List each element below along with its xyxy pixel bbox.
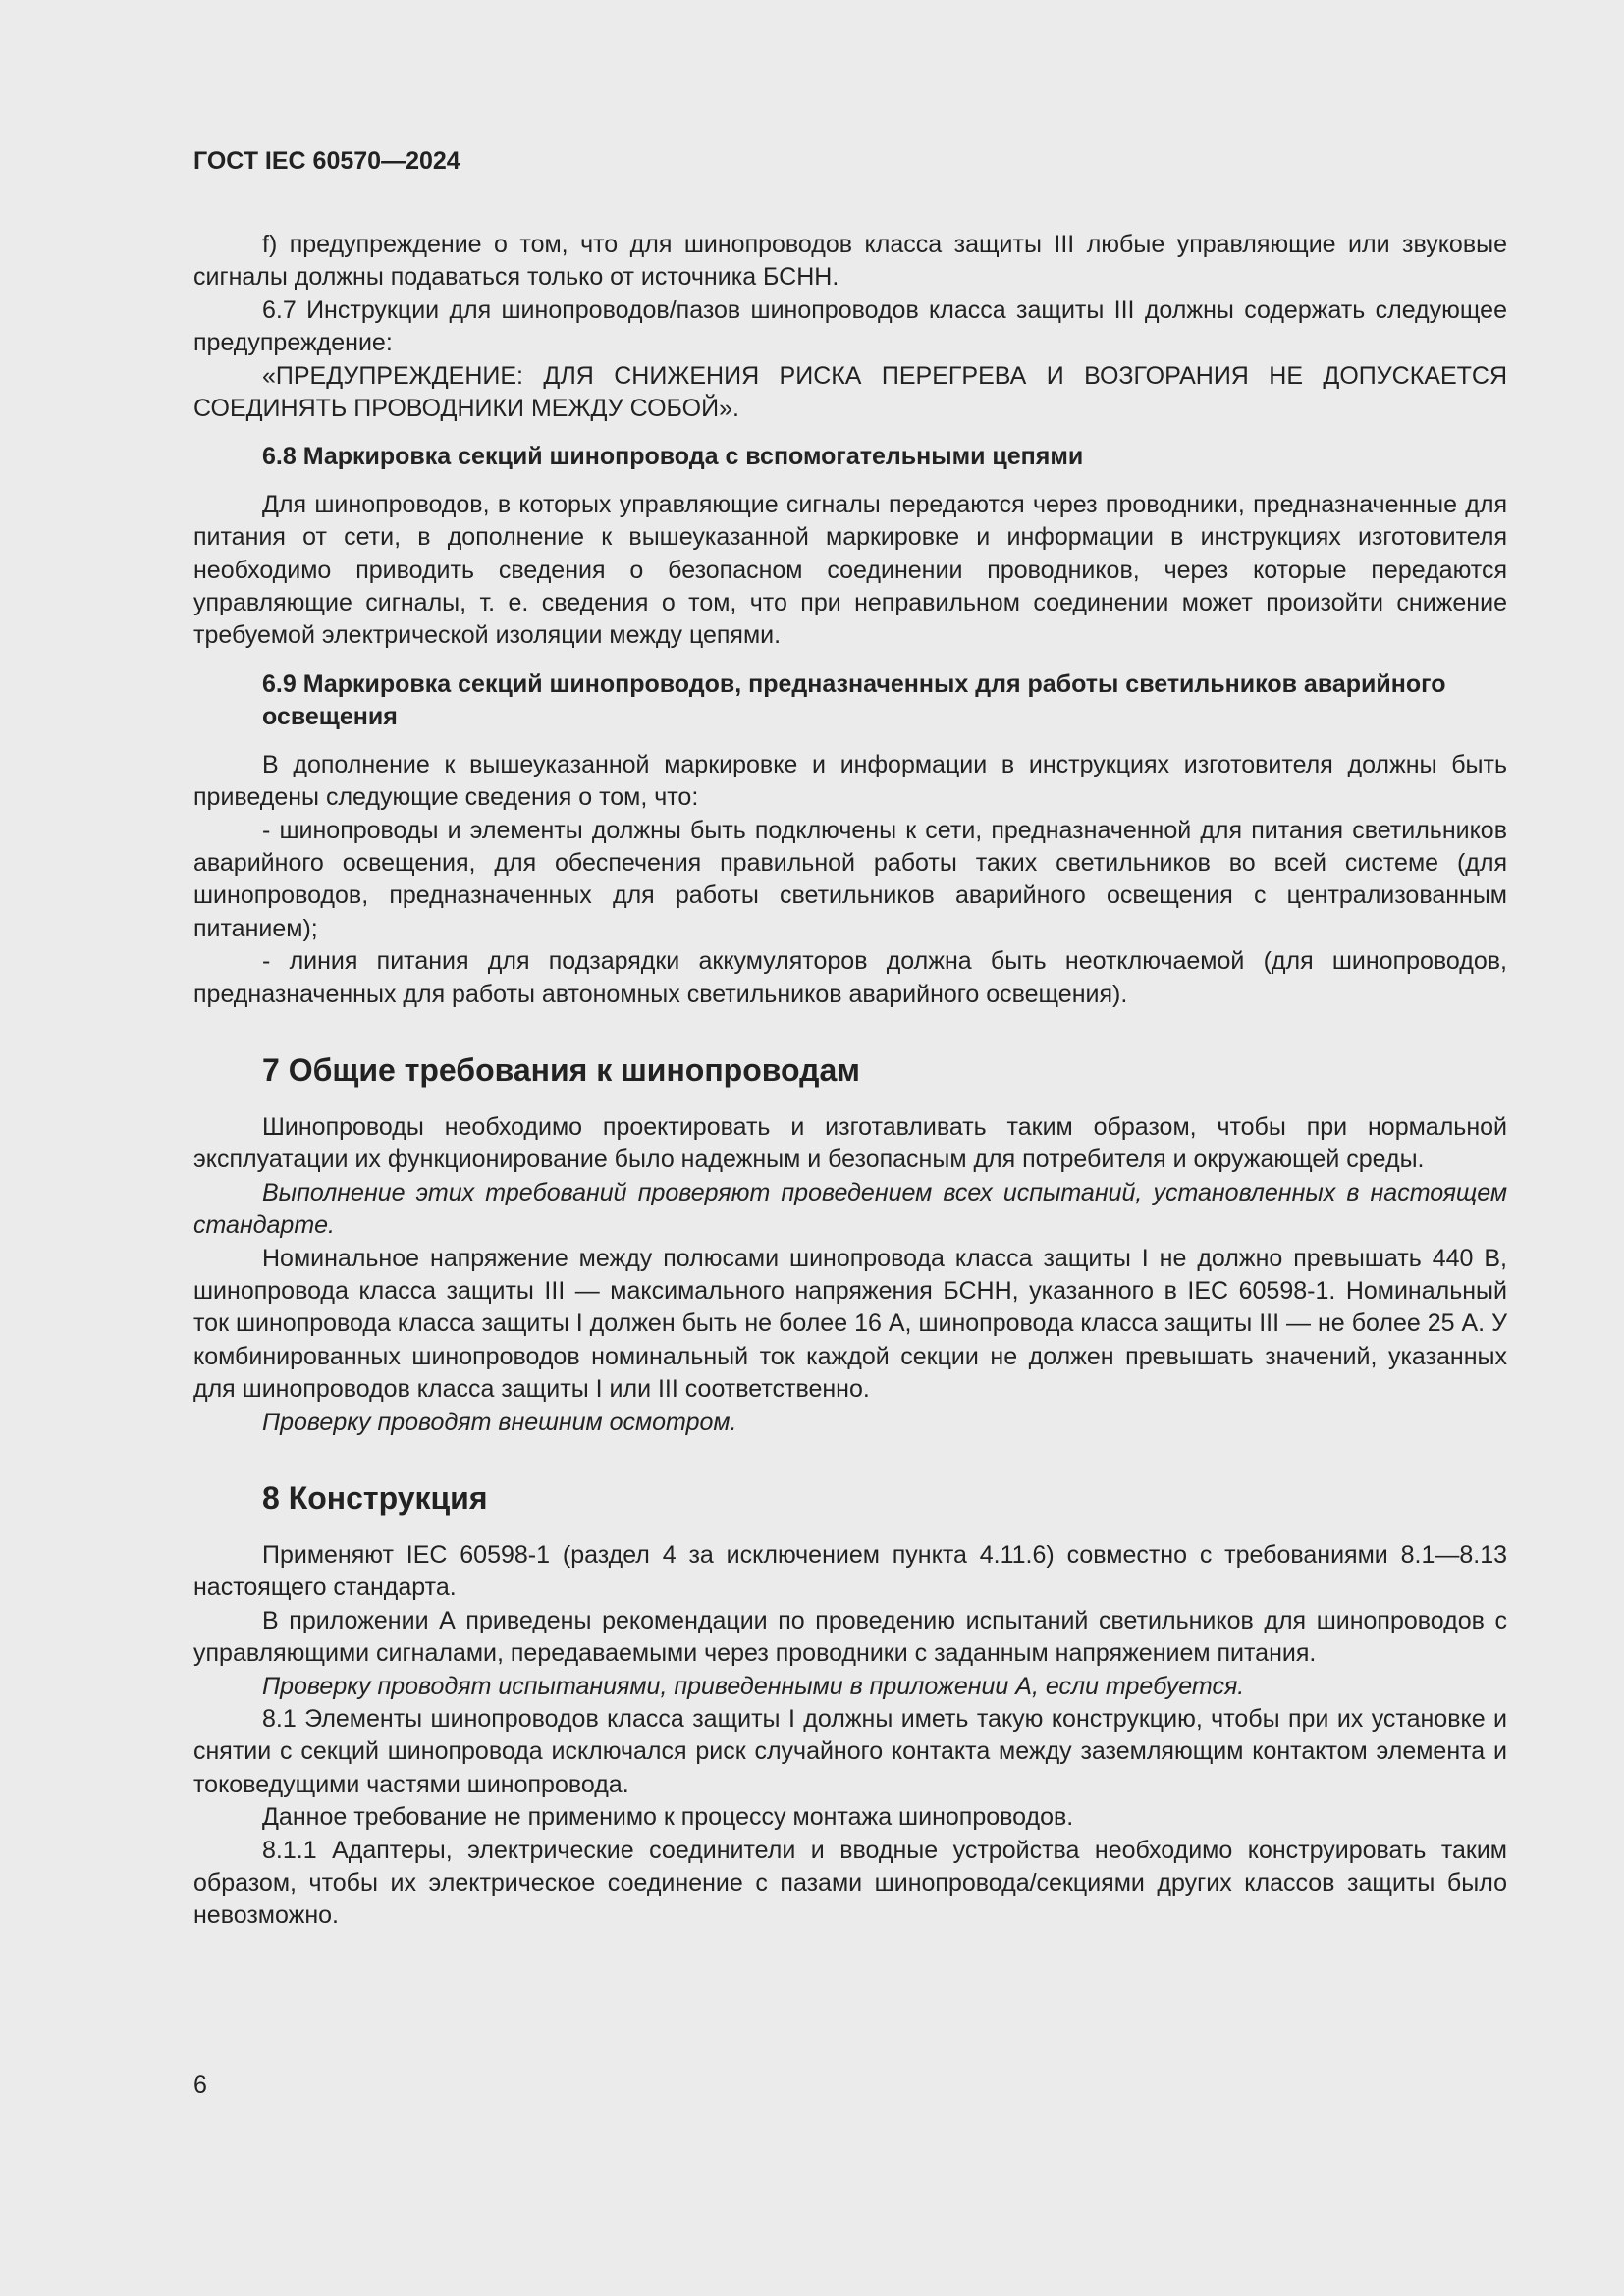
section-heading-7: 7 Общие требования к шинопроводам — [262, 1051, 860, 1088]
italic-paragraph: Проверку проводят внешним осмотром. — [262, 1408, 737, 1436]
document-body — [193, 229, 1507, 1933]
paragraph: Применяют IEC 60598-1 (раздел 4 за исключением пункта 4.11.6) совместно с требованиями 8.1—8.13 настоящего стандарта. — [193, 1541, 1507, 1602]
paragraph: 8.1.1 Адаптеры, электрические соединители и вводные устройства необходимо конструировать таким образом, чтобы их электрическое соединение с пазами шинопровода/секциями других классов защиты было невозможно. — [193, 1836, 1507, 1930]
paragraph: В приложении А приведены рекомендации по проведению испытаний светильников для шинопроводов с управляющими сигналами, передаваемыми через проводники с заданным напряжением питания. — [193, 1606, 1507, 1668]
section-heading-8: 8 Конструкция — [262, 1480, 488, 1516]
paragraph: Номинальное напряжение между полюсами шинопровода класса защиты I не должно превышать 440 В, шинопровода класса защиты III — максимального напряжения БСНН, указанного в IEC 60598-1. Номинальный ток шинопровода класса защиты I должен быть не более 16 А, шинопровода класса защиты III — не более 25 А. У комбинированных шинопроводов номинальный ток каждой секции не должен превышать значений, указанных для шинопроводов класса защиты I или III соответственно. — [193, 1244, 1507, 1404]
list-item: - шинопроводы и элементы должны быть подключены к сети, предназначенной для питания светильников аварийного освещения, для обеспечения правильной работы таких светильников во всей системе (для шинопроводов, предназначенных для работы светильников аварийного освещения с централизованным питанием); — [193, 816, 1507, 942]
paragraph: В дополнение к вышеуказанной маркировке и информации в инструкциях изготовителя должны быть приведены следующие сведения о том, что: — [193, 750, 1507, 812]
italic-paragraph: Проверку проводят испытаниями, приведенными в приложении А, если требуется. — [262, 1672, 1245, 1700]
section-heading-6-8: 6.8 Маркировка секций шинопровода с вспомогательными цепями — [262, 443, 1084, 471]
paragraph: Для шинопроводов, в которых управляющие сигналы передаются через проводники, предназначенные для питания от сети, в дополнение к вышеуказанной маркировке и информации в инструкциях изготовителя необходимо приводить сведения о безопасном соединении проводников, через которые передаются управляющие сигналы, т. е. сведения о том, что при неправильном соединении может произойти снижение требуемой электрической изоляции между цепями. — [193, 490, 1507, 650]
warning-paragraph: «ПРЕДУПРЕЖДЕНИЕ: ДЛЯ СНИЖЕНИЯ РИСКА ПЕРЕГРЕВА И ВОЗГОРАНИЯ НЕ ДОПУСКАЕТСЯ СОЕДИНЯТЬ ПРОВОДНИКИ МЕЖДУ СОБОЙ». — [193, 361, 1507, 423]
paragraph: 8.1 Элементы шинопроводов класса защиты I должны иметь такую конструкцию, чтобы при их установке и снятии с секций шинопровода исключался риск случайного контакта между заземляющим контактом элемента и токоведущими частями шинопровода. — [193, 1705, 1507, 1798]
paragraph: 6.7 Инструкции для шинопроводов/пазов шинопроводов класса защиты III должны содержать следующее предупреждение: — [193, 295, 1507, 357]
italic-paragraph: Выполнение этих требований проверяют проведением всех испытаний, установленных в настоящем стандарте. — [193, 1178, 1507, 1240]
section-heading-6-9: 6.9 Маркировка секций шинопроводов, предназначенных для работы светильников аварийного освещения — [262, 669, 1446, 731]
paragraph: f) предупреждение о том, что для шинопроводов класса защиты III любые управляющие или звуковые сигналы должны подаваться только от источника БСНН. — [193, 231, 1507, 292]
paragraph: Шинопроводы необходимо проектировать и изготавливать таким образом, чтобы при нормальной эксплуатации их функционирование было надежным и безопасным для потребителя и окружающей среды. — [193, 1112, 1507, 1174]
paragraph: Данное требование не применимо к процессу монтажа шинопроводов. — [262, 1803, 1074, 1832]
page-number: 6 — [193, 2071, 207, 2099]
list-item: - линия питания для подзарядки аккумуляторов должна быть неотключаемой (для шинопроводов, предназначенных для работы автономных светильников аварийного освещения). — [193, 947, 1507, 1008]
document-header: ГОСТ IEC 60570—2024 — [193, 147, 460, 175]
